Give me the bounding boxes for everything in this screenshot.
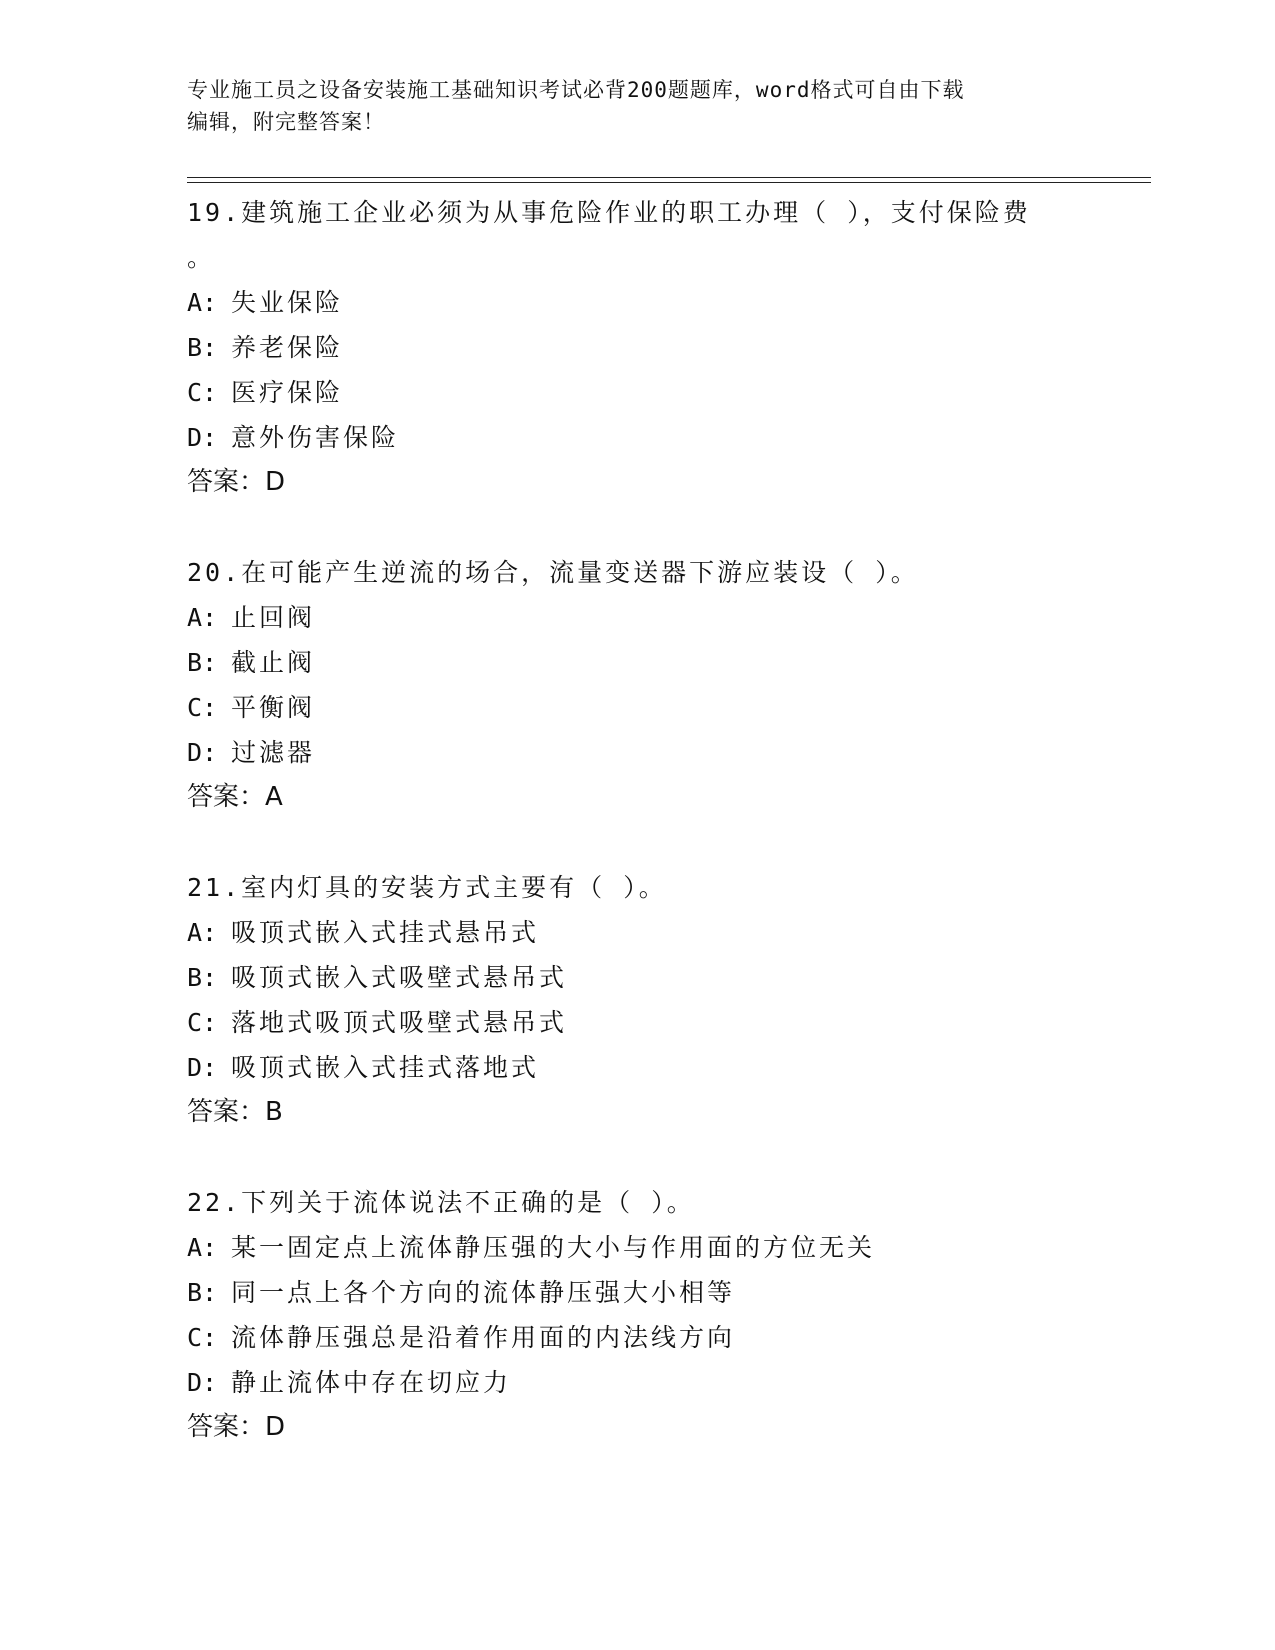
answer: 答案：D (187, 467, 286, 497)
header-divider-top (187, 177, 1151, 178)
option-b (187, 640, 1087, 685)
option-letter: A: (187, 603, 218, 632)
option-text: 吸顶式嵌入式吸壁式悬吊式 (231, 963, 568, 992)
spacer (187, 1135, 1087, 1180)
option-d (187, 1360, 1087, 1405)
option-letter: C: (187, 1008, 218, 1037)
option-b (187, 955, 1087, 1000)
option-a (187, 280, 1087, 325)
question-20 (187, 550, 1087, 820)
question-text: 21.室内灯具的安装方式主要有（ ）。 (187, 873, 667, 902)
option-letter: D: (187, 423, 218, 452)
option-text: 平衡阀 (231, 693, 316, 722)
option-letter: B: (187, 1278, 218, 1307)
question-text: 19.建筑施工企业必须为从事危险作业的职工办理（ ），支付保险费 (187, 198, 1031, 227)
option-c (187, 1000, 1087, 1045)
option-letter: B: (187, 333, 218, 362)
header-divider-bottom (187, 182, 1151, 183)
option-letter: A: (187, 1233, 218, 1262)
question-21 (187, 865, 1087, 1135)
option-c (187, 370, 1087, 415)
option-text: 吸顶式嵌入式挂式悬吊式 (231, 918, 540, 947)
header-line-2: 编辑，附完整答案！ (187, 110, 385, 134)
answer: 答案：B (187, 1097, 283, 1127)
option-text: 失业保险 (231, 288, 344, 317)
option-letter: C: (187, 693, 218, 722)
option-d (187, 730, 1087, 775)
option-text: 流体静压强总是沿着作用面的内法线方向 (231, 1323, 736, 1352)
option-letter: A: (187, 918, 218, 947)
question-text-continuation: 。 (187, 243, 216, 272)
option-text: 截止阀 (231, 648, 316, 677)
spacer (187, 505, 1087, 550)
option-text: 静止流体中存在切应力 (231, 1368, 512, 1397)
answer: 答案：D (187, 1412, 286, 1442)
option-letter: D: (187, 1053, 218, 1082)
document-header (187, 74, 1067, 138)
option-c (187, 1315, 1087, 1360)
question-text: 22.下列关于流体说法不正确的是（ ）。 (187, 1188, 695, 1217)
question-text: 20.在可能产生逆流的场合，流量变送器下游应装设（ ）。 (187, 558, 919, 587)
option-text: 止回阀 (231, 603, 316, 632)
question-list (187, 190, 1087, 1450)
question-19 (187, 190, 1087, 505)
option-letter: D: (187, 1368, 218, 1397)
option-text: 落地式吸顶式吸壁式悬吊式 (231, 1008, 568, 1037)
option-text: 过滤器 (231, 738, 316, 767)
option-a (187, 910, 1087, 955)
option-b (187, 325, 1087, 370)
option-c (187, 685, 1087, 730)
question-22 (187, 1180, 1087, 1450)
option-text: 某一固定点上流体静压强的大小与作用面的方位无关 (231, 1233, 876, 1262)
spacer (187, 820, 1087, 865)
option-text: 养老保险 (231, 333, 344, 362)
option-letter: D: (187, 738, 218, 767)
option-a (187, 1225, 1087, 1270)
option-d (187, 1045, 1087, 1090)
option-letter: C: (187, 378, 218, 407)
option-a (187, 595, 1087, 640)
option-letter: C: (187, 1323, 218, 1352)
option-b (187, 1270, 1087, 1315)
option-text: 医疗保险 (231, 378, 344, 407)
answer: 答案：A (187, 782, 283, 812)
option-text: 意外伤害保险 (231, 423, 400, 452)
option-text: 同一点上各个方向的流体静压强大小相等 (231, 1278, 736, 1307)
option-letter: B: (187, 648, 218, 677)
option-text: 吸顶式嵌入式挂式落地式 (231, 1053, 540, 1082)
option-letter: A: (187, 288, 218, 317)
header-line-1: 专业施工员之设备安装施工基础知识考试必背200题题库，word格式可自由下载 (187, 78, 965, 102)
option-d (187, 415, 1087, 460)
option-letter: B: (187, 963, 218, 992)
